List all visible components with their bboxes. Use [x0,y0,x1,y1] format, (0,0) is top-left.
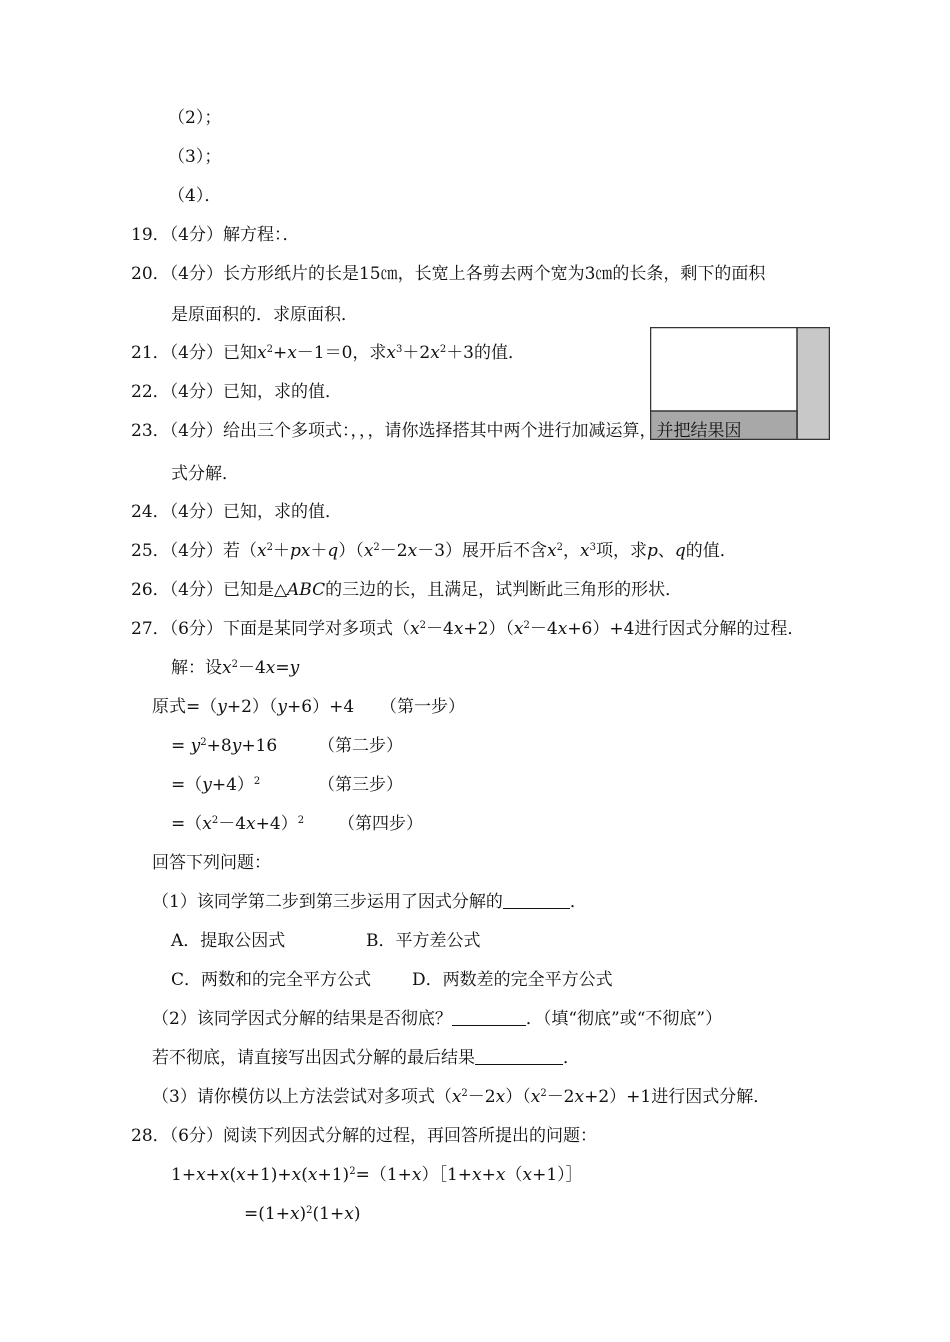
text-seg: －1＝0，求 [296,343,387,363]
text-seg: 、 [657,541,675,561]
text-seg: ， [563,541,580,561]
question-28 [131,1125,597,1147]
exp: 2 [556,542,563,553]
text-seg: （2）该同学因式分解的结果是否彻底？ [152,1009,452,1029]
text-seg: －2 [379,541,408,561]
var-x: x [411,1165,422,1185]
question-number: 21． [131,343,170,363]
text-seg: （4分）已知是△ [169,580,288,600]
text-seg: ． [563,1048,580,1068]
var-x: x [495,1087,506,1107]
var-q: q [327,541,339,561]
exp: 2 [373,542,380,553]
var-x: x [530,1087,541,1107]
question-21 [131,342,525,364]
var-x: x [363,541,374,561]
sub-question-1 [152,891,587,913]
var-x: x [291,1165,302,1185]
exp: 2 [297,815,305,826]
text-seg: ( [229,1165,237,1185]
question-number: 23． [131,421,170,441]
sub-item-2: （2）； [168,108,222,128]
text-seg: 若不彻底，请直接写出因式分解的最后结果 [152,1048,475,1068]
var-x: x [386,343,397,363]
text-seg: +1)+ [245,1165,292,1185]
text-seg: ）［1+ [421,1165,473,1185]
text-seg: －2 [467,1087,496,1107]
text-seg: + [481,1165,496,1185]
question-20-cont: 是原面积的．求原面积． [171,305,358,325]
text-seg: = [171,736,191,756]
question-number: 20． [131,264,170,284]
var-x: x [196,1165,206,1185]
var-x: x [453,619,464,639]
exp: 3 [396,344,403,355]
text-seg: ) [353,1204,361,1224]
text-seg: +2）+1进行因式分解． [584,1087,771,1107]
step-2-label: （第二步） [318,736,403,756]
exp: 2 [523,620,530,631]
solution-intro [171,657,299,679]
var-x: x [289,1204,300,1224]
var-x: x [344,1204,354,1224]
exp: 2 [266,542,273,553]
text-seg: ）（ [505,1087,531,1107]
text-seg: ) [299,1204,307,1224]
step-2 [171,735,277,757]
text-seg: －4 [425,619,454,639]
var-x: x [430,343,440,363]
sub-item-4: （4）． [168,186,222,206]
text-seg: ）（ [338,541,364,561]
exp: 2 [439,344,447,355]
var-y: y [231,736,242,756]
text-seg: +8 [206,736,232,756]
var-x: x [513,619,524,639]
var-x: x [557,619,568,639]
exp: 2 [266,344,273,355]
text-seg: （4分）若（ [169,541,257,561]
option-a: A．提取公因式 [171,931,286,951]
text-seg: 1+ [171,1165,197,1185]
var-x: x [202,814,212,834]
text-seg: ＋ [272,541,290,561]
question-26 [131,579,682,601]
text-seg: =（1+ [355,1165,412,1185]
answer-blank[interactable] [503,892,570,909]
text-seg: －4 [237,658,266,678]
var-x: x [451,1087,462,1107]
text-seg: +1）］ [532,1165,583,1185]
step-3-label: （第三步） [318,775,403,795]
var-p: p [646,541,658,561]
var-x: x [574,1087,585,1107]
text-seg: (1+ [312,1204,345,1224]
derivation-line-2 [244,1203,360,1225]
question-number: 22． [131,382,170,402]
question-27 [131,618,804,640]
var-x: x [409,619,420,639]
answer-blank[interactable] [475,1048,563,1065]
question-24 [131,501,342,523]
answer-blank[interactable] [452,1009,526,1026]
var-y: y [277,697,288,717]
text-seg: +16 [241,736,278,756]
exp: 2 [461,1088,468,1099]
var-abc: ABC [287,580,326,600]
text-seg: + [205,1165,220,1185]
text-seg: ＋3的值． [446,343,526,363]
question-number: 19． [131,225,170,245]
sub-question-2 [152,1008,722,1030]
question-23 [131,420,741,442]
text-seg: + [272,343,288,363]
text-seg: ． [569,892,587,912]
text-seg: 的三边的长，且满足，试判断此三角形的形状． [325,580,683,600]
text-seg: =(1+ [244,1204,290,1224]
text-seg: －3）展开后不含 [417,541,548,561]
var-x: x [472,1165,482,1185]
exp: 2 [231,659,238,670]
question-text: （4分）已知，求的值． [169,382,342,402]
question-text: （4分）给出三个多项式：，，，请你选择搭其中两个进行加减运算，并把结果因 [169,421,742,441]
text-seg: +6）+4进行因式分解的过程． [567,619,805,639]
exp: 2 [349,1166,356,1177]
var-x: x [219,1165,230,1185]
text-seg: +4） [211,775,254,795]
text-seg: ＋ [310,541,328,561]
exp: 2 [419,620,426,631]
step-1-label: （第一步） [380,697,465,717]
question-number: 26． [131,580,170,600]
question-number: 25． [131,541,170,561]
option-c: C．两数和的完全平方公式 [171,970,372,990]
var-y: y [190,736,201,756]
question-text: （4分）解方程：． [169,225,300,245]
question-text: （4分）已知，求的值． [169,502,342,522]
var-x: x [287,343,297,363]
var-q: q [674,541,686,561]
var-px: px [289,541,311,561]
var-x: x [547,541,557,561]
var-x: x [580,541,590,561]
var-x: x [307,1165,318,1185]
var-x: x [265,658,276,678]
var-x: x [522,1165,533,1185]
exp: 2 [540,1088,547,1099]
text-seg: －4 [529,619,558,639]
text-seg: +2）（ [226,697,278,717]
question-23-cont: 式分解． [171,464,239,484]
question-number: 27． [131,619,170,639]
var-x: x [222,658,232,678]
var-x: x [236,1165,246,1185]
text-seg: +6）+4 [287,697,355,717]
text-seg: －2 [546,1087,575,1107]
text-seg: =（ [171,814,203,834]
cut-strip-vertical [797,328,830,440]
text-seg: +2）（ [463,619,514,639]
option-d: D．两数差的完全平方公式 [412,970,613,990]
step-3 [171,774,260,796]
var-y: y [289,658,300,678]
question-20 [131,263,765,285]
text-seg: 项，求 [595,541,647,561]
var-x: x [407,541,418,561]
exp: 2 [253,776,261,787]
text-seg: （1）该同学第二步到第三步运用了因式分解的 [152,892,503,912]
var-x: x [246,814,256,834]
exp: 2 [211,815,219,826]
answer-prompt: 回答下列问题： [152,853,271,873]
text-seg: 的值． [685,541,737,561]
question-text: （6分）阅读下列因式分解的过程，再回答所提出的问题： [169,1126,597,1146]
text-seg: （ [505,1165,523,1185]
text-seg: =（ [171,775,203,795]
text-seg: +1) [317,1165,350,1185]
text-seg: （3）请你模仿以上方法尝试对多项式（ [152,1087,452,1107]
question-number: 24． [131,502,170,522]
text-seg: +4） [255,814,298,834]
exp: 3 [589,542,596,553]
var-x: x [495,1165,506,1185]
var-x: x [256,541,267,561]
question-22 [131,381,342,403]
step-1 [152,696,354,718]
question-number: 28． [131,1126,170,1146]
var-x: x [256,343,267,363]
text-seg: 原式=（ [152,697,218,717]
text-seg: ＋2 [402,343,431,363]
text-seg: （6分）下面是某同学对多项式（ [169,619,410,639]
exp: 2 [200,737,207,748]
sub-item-3: （3）； [168,147,222,167]
text-seg: －4 [218,814,247,834]
option-b: B．平方差公式 [366,931,481,951]
text-seg: = [275,658,290,678]
text-seg: ．（填“彻底”或“不彻底”） [525,1009,723,1029]
sub-question-3 [152,1086,770,1108]
question-25 [131,540,737,562]
step-4 [171,813,304,835]
text-seg: ( [301,1165,308,1185]
var-y: y [217,697,227,717]
var-y: y [202,775,212,795]
text-seg: （4分）已知 [169,343,257,363]
derivation-line-1 [171,1164,583,1186]
question-19 [131,224,299,246]
exp: 2 [306,1205,313,1216]
sub-question-2-cont [152,1047,580,1069]
step-4-label: （第四步） [338,814,423,834]
text-seg: 解：设 [171,658,222,678]
question-text: （4分）长方形纸片的长是15㎝，长宽上各剪去两个宽为3㎝的长条，剩下的面积 [169,264,766,284]
